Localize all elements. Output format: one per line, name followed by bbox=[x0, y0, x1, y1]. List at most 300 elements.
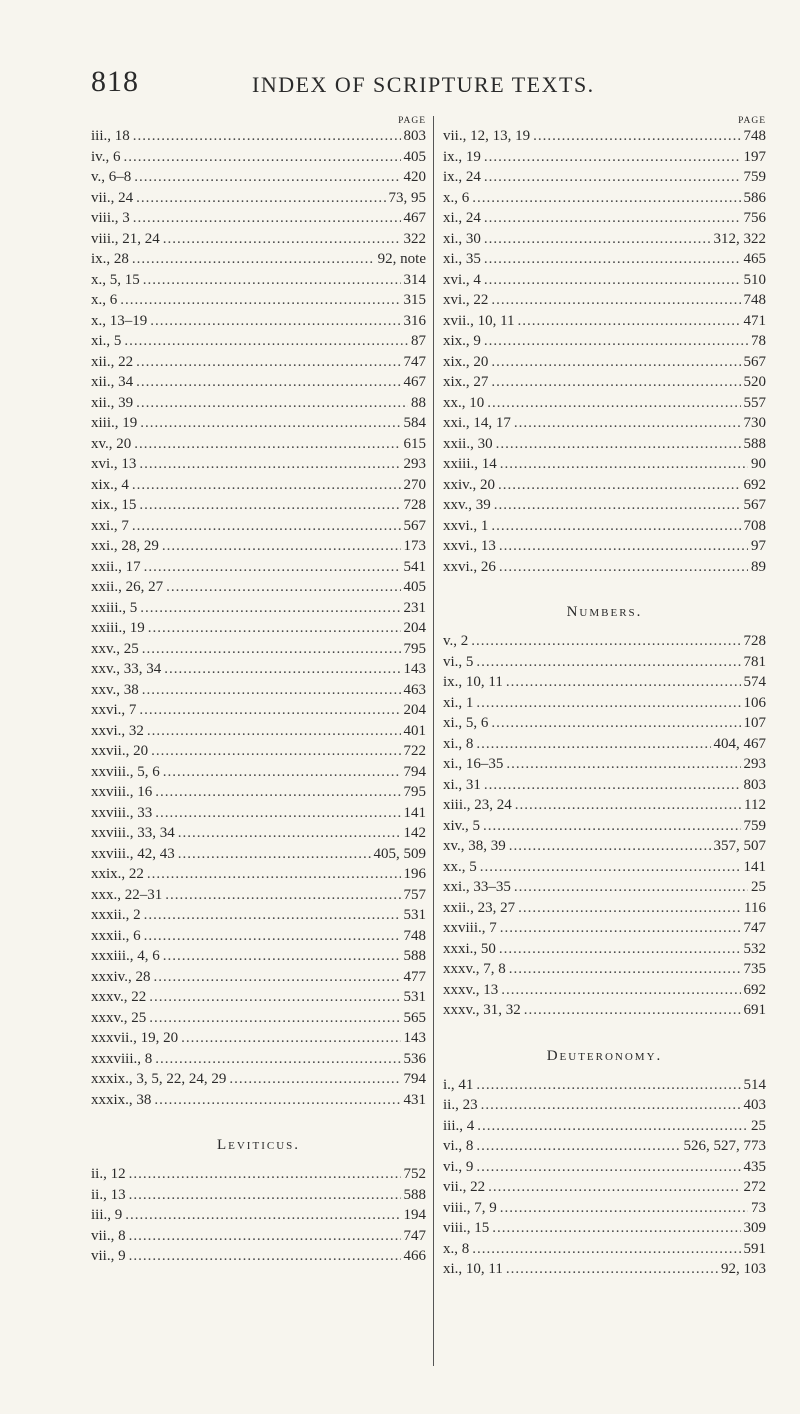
entry-reference: viii., 3 bbox=[91, 210, 130, 226]
index-entry bbox=[91, 454, 426, 475]
dot-leader bbox=[500, 918, 741, 939]
dot-leader bbox=[518, 311, 741, 332]
index-entry bbox=[443, 331, 766, 352]
dot-leader bbox=[509, 959, 741, 980]
entry-page: 526, 527, 773 bbox=[683, 1138, 766, 1154]
dot-leader bbox=[129, 1246, 401, 1267]
entry-reference: xxx., 22–31 bbox=[91, 886, 163, 903]
entry-reference: xi., 24 bbox=[443, 210, 481, 226]
dot-leader bbox=[484, 775, 741, 796]
entry-reference: xxi., 28, 29 bbox=[91, 538, 159, 554]
entry-reference: xxxviii., 8 bbox=[91, 1050, 153, 1067]
entry-page: 536 bbox=[403, 1050, 426, 1067]
dot-leader bbox=[476, 693, 740, 714]
entry-reference: xiii., 23, 24 bbox=[443, 797, 512, 813]
entry-reference: iii., 4 bbox=[443, 1117, 475, 1134]
entry-reference: ix., 24 bbox=[443, 169, 481, 185]
entry-page: 759 bbox=[743, 817, 766, 834]
index-entry bbox=[443, 1177, 766, 1198]
dot-leader bbox=[491, 713, 740, 734]
entry-reference: vii., 12, 13, 19 bbox=[443, 128, 531, 144]
entry-reference: xix., 15 bbox=[91, 497, 137, 513]
index-entry bbox=[91, 167, 426, 188]
dot-leader bbox=[178, 844, 371, 865]
index-entry bbox=[91, 864, 426, 885]
entry-page: 405 bbox=[403, 579, 426, 595]
entry-page: 588 bbox=[403, 948, 426, 964]
entry-reference: vii., 22 bbox=[443, 1179, 486, 1195]
entry-page: 142 bbox=[403, 825, 426, 841]
index-entry bbox=[443, 857, 766, 878]
entry-page: 691 bbox=[743, 1002, 766, 1018]
entry-page: 97 bbox=[751, 538, 766, 554]
entry-reference: xxviii., 16 bbox=[91, 784, 153, 800]
index-entry bbox=[91, 905, 426, 926]
entry-page: 357, 507 bbox=[713, 838, 766, 854]
entry-page: 728 bbox=[403, 497, 426, 513]
entry-page: 692 bbox=[743, 476, 766, 493]
entry-reference: xxi., 7 bbox=[91, 517, 129, 534]
index-entry bbox=[443, 413, 766, 434]
entry-page: 728 bbox=[743, 633, 766, 649]
index-entry bbox=[91, 885, 426, 906]
entry-page: 272 bbox=[743, 1179, 766, 1195]
dot-leader bbox=[129, 1226, 401, 1247]
dot-leader bbox=[506, 1259, 718, 1280]
entry-page: 73 bbox=[751, 1199, 766, 1216]
index-entry bbox=[443, 713, 766, 734]
dot-leader bbox=[147, 864, 401, 885]
entry-reference: xxvi., 1 bbox=[443, 517, 489, 534]
index-entry bbox=[91, 1246, 426, 1267]
entry-page: 567 bbox=[743, 353, 766, 370]
index-entry bbox=[443, 311, 766, 332]
entry-reference: xi., 8 bbox=[443, 735, 474, 752]
entry-page: 514 bbox=[743, 1076, 766, 1093]
dot-leader bbox=[125, 1205, 400, 1226]
entry-page: 73, 95 bbox=[388, 189, 426, 206]
entry-page: 747 bbox=[743, 920, 766, 936]
entry-page: 567 bbox=[743, 497, 766, 513]
entry-reference: xxv., 39 bbox=[443, 497, 491, 513]
index-entry bbox=[91, 598, 426, 619]
dot-leader bbox=[139, 700, 400, 721]
entry-reference: xxii., 26, 27 bbox=[91, 579, 164, 595]
dot-leader bbox=[491, 372, 740, 393]
entry-reference: xxxv., 13 bbox=[443, 981, 499, 998]
index-entry bbox=[443, 631, 766, 652]
dot-leader bbox=[139, 495, 400, 516]
entry-reference: x., 13–19 bbox=[91, 312, 148, 329]
entry-page: 309 bbox=[743, 1220, 766, 1236]
dot-leader bbox=[155, 803, 400, 824]
dot-leader bbox=[481, 1095, 741, 1116]
dot-leader bbox=[518, 898, 741, 919]
entry-page: 708 bbox=[743, 517, 766, 534]
dot-leader bbox=[476, 734, 710, 755]
dot-leader bbox=[153, 967, 400, 988]
dot-leader bbox=[514, 413, 741, 434]
entry-page: 781 bbox=[743, 653, 766, 670]
entry-page: 574 bbox=[743, 674, 766, 690]
entry-page: 89 bbox=[751, 558, 766, 575]
index-entry bbox=[91, 700, 426, 721]
index-entry bbox=[91, 372, 426, 393]
entry-page: 584 bbox=[403, 415, 426, 431]
dot-leader bbox=[488, 1177, 740, 1198]
entry-reference: xxii., 23, 27 bbox=[443, 899, 516, 916]
entry-reference: xxvi., 26 bbox=[443, 558, 496, 575]
dot-leader bbox=[483, 816, 741, 837]
entry-reference: xxxiv., 28 bbox=[91, 968, 151, 985]
index-entry bbox=[443, 795, 766, 816]
index-entry bbox=[443, 270, 766, 291]
index-entry bbox=[91, 495, 426, 516]
entry-reference: vi., 9 bbox=[443, 1158, 474, 1175]
dot-leader bbox=[129, 1185, 401, 1206]
entry-reference: xii., 39 bbox=[91, 394, 134, 411]
dot-leader bbox=[533, 126, 740, 147]
dot-leader bbox=[499, 536, 748, 557]
index-entry bbox=[443, 1239, 766, 1260]
index-entry bbox=[91, 659, 426, 680]
index-entry bbox=[91, 987, 426, 1008]
entry-page: 586 bbox=[743, 189, 766, 206]
index-entry bbox=[91, 249, 426, 270]
entry-reference: viii., 7, 9 bbox=[443, 1199, 497, 1216]
entry-reference: xxxv., 22 bbox=[91, 989, 147, 1005]
index-entry bbox=[91, 1090, 426, 1111]
entry-reference: xvi., 4 bbox=[443, 271, 481, 288]
dot-leader bbox=[151, 741, 400, 762]
dot-leader bbox=[154, 1090, 400, 1111]
entry-page: 107 bbox=[743, 715, 766, 731]
dot-leader bbox=[484, 147, 741, 168]
dot-leader bbox=[484, 229, 711, 250]
entry-page: 87 bbox=[411, 333, 426, 349]
page-column-label: PAGE bbox=[738, 116, 766, 126]
dot-leader bbox=[492, 1218, 740, 1239]
dot-leader bbox=[136, 188, 385, 209]
entry-reference: xiii., 19 bbox=[91, 415, 138, 431]
entry-page: 467 bbox=[403, 210, 426, 226]
entry-page: 615 bbox=[403, 435, 426, 452]
index-entry bbox=[443, 672, 766, 693]
entry-page: 748 bbox=[743, 292, 766, 308]
index-entry bbox=[443, 393, 766, 414]
entry-reference: iv., 6 bbox=[91, 148, 121, 165]
entry-reference: iii., 9 bbox=[91, 1207, 123, 1223]
dot-leader bbox=[491, 290, 740, 311]
entry-page: 90 bbox=[751, 456, 766, 472]
entry-reference: xxviii., 33, 34 bbox=[91, 825, 175, 841]
entry-page: 748 bbox=[403, 927, 426, 944]
dot-leader bbox=[140, 413, 400, 434]
index-entry bbox=[443, 754, 766, 775]
dot-leader bbox=[155, 1049, 400, 1070]
dot-leader bbox=[155, 782, 400, 803]
index-entry bbox=[91, 1049, 426, 1070]
index-entry bbox=[91, 208, 426, 229]
entry-page: 312, 322 bbox=[713, 230, 766, 247]
index-entry bbox=[91, 434, 426, 455]
entry-reference: ix., 19 bbox=[443, 148, 481, 165]
entry-page: 735 bbox=[743, 961, 766, 977]
entry-reference: v., 2 bbox=[443, 633, 469, 649]
index-entry bbox=[91, 639, 426, 660]
index-entry bbox=[91, 762, 426, 783]
index-entry bbox=[443, 536, 766, 557]
index-entry bbox=[91, 926, 426, 947]
dot-leader bbox=[149, 987, 400, 1008]
dot-leader bbox=[120, 290, 400, 311]
entry-reference: i., 41 bbox=[443, 1076, 474, 1093]
index-entry bbox=[443, 454, 766, 475]
entry-page: 435 bbox=[743, 1158, 766, 1175]
index-entry bbox=[91, 577, 426, 598]
index-entry bbox=[443, 836, 766, 857]
index-entry bbox=[91, 270, 426, 291]
dot-leader bbox=[136, 372, 400, 393]
entry-reference: xix., 20 bbox=[443, 353, 489, 370]
index-entry bbox=[91, 536, 426, 557]
dot-leader bbox=[480, 857, 741, 878]
index-entry bbox=[443, 734, 766, 755]
index-entry bbox=[443, 434, 766, 455]
entry-reference: xx., 10 bbox=[443, 394, 485, 411]
dot-leader bbox=[501, 980, 740, 1001]
index-entry bbox=[91, 680, 426, 701]
entry-page: 467 bbox=[403, 374, 426, 390]
entry-reference: iii., 18 bbox=[91, 128, 130, 144]
entry-page: 756 bbox=[743, 210, 766, 226]
entry-reference: xii., 22 bbox=[91, 353, 134, 370]
entry-reference: xi., 30 bbox=[443, 230, 481, 247]
index-entry bbox=[91, 1028, 426, 1049]
dot-leader bbox=[133, 126, 401, 147]
entry-reference: xvi., 22 bbox=[443, 292, 489, 308]
entry-reference: ix., 28 bbox=[91, 251, 129, 267]
dot-leader bbox=[181, 1028, 400, 1049]
entry-reference: xi., 31 bbox=[443, 776, 481, 793]
entry-page: 88 bbox=[411, 394, 426, 411]
section-heading-numbers: Numbers. bbox=[566, 604, 643, 620]
index-entry bbox=[443, 1095, 766, 1116]
index-entry bbox=[91, 782, 426, 803]
entry-page: 106 bbox=[743, 694, 766, 711]
entry-page: 420 bbox=[403, 169, 426, 185]
index-list bbox=[91, 1164, 426, 1267]
dot-leader bbox=[124, 331, 408, 352]
index-entry bbox=[91, 1008, 426, 1029]
entry-reference: xxv., 33, 34 bbox=[91, 661, 162, 677]
entry-page: 794 bbox=[403, 763, 426, 780]
entry-page: 270 bbox=[403, 476, 426, 493]
entry-reference: xix., 9 bbox=[443, 333, 481, 349]
entry-page: 557 bbox=[743, 394, 766, 411]
dot-leader bbox=[162, 536, 401, 557]
dot-leader bbox=[139, 454, 400, 475]
entry-page: 197 bbox=[743, 148, 766, 165]
entry-page: 293 bbox=[403, 456, 426, 472]
entry-reference: xxvi., 7 bbox=[91, 702, 137, 718]
entry-reference: xxii., 30 bbox=[443, 435, 493, 452]
entry-page: 141 bbox=[403, 804, 426, 821]
entry-reference: xxxix., 38 bbox=[91, 1091, 152, 1108]
dot-leader bbox=[500, 454, 748, 475]
entry-page: 173 bbox=[403, 538, 426, 554]
index-entry bbox=[443, 290, 766, 311]
index-list bbox=[91, 126, 426, 1110]
index-entry bbox=[443, 918, 766, 939]
dot-leader bbox=[140, 598, 400, 619]
page-number: 818 bbox=[91, 65, 139, 98]
entry-reference: xxix., 22 bbox=[91, 866, 144, 882]
entry-reference: xxviii., 42, 43 bbox=[91, 845, 175, 862]
page-column-label: PAGE bbox=[398, 116, 426, 126]
entry-reference: xxiii., 14 bbox=[443, 456, 497, 472]
entry-page: 316 bbox=[403, 312, 426, 329]
dot-leader bbox=[133, 208, 401, 229]
entry-page: 532 bbox=[743, 940, 766, 957]
entry-page: 752 bbox=[403, 1166, 426, 1182]
index-entry bbox=[91, 413, 426, 434]
entry-page: 531 bbox=[403, 989, 426, 1005]
entry-page: 591 bbox=[743, 1240, 766, 1257]
dot-leader bbox=[142, 639, 401, 660]
entry-reference: vii., 9 bbox=[91, 1248, 126, 1264]
index-list bbox=[443, 631, 766, 1021]
entry-page: 477 bbox=[403, 968, 426, 985]
left-column bbox=[91, 116, 426, 1267]
index-entry bbox=[91, 721, 426, 742]
entry-page: 565 bbox=[403, 1009, 426, 1026]
dot-leader bbox=[163, 946, 401, 967]
entry-reference: xix., 4 bbox=[91, 476, 129, 493]
entry-reference: x., 6 bbox=[443, 189, 470, 206]
index-entry bbox=[443, 249, 766, 270]
entry-page: 405, 509 bbox=[373, 845, 426, 862]
index-entry bbox=[443, 1075, 766, 1096]
entry-page: 141 bbox=[743, 858, 766, 875]
entry-page: 194 bbox=[403, 1207, 426, 1223]
index-list bbox=[443, 126, 766, 577]
entry-reference: xxxv., 25 bbox=[91, 1009, 147, 1026]
dot-leader bbox=[143, 270, 401, 291]
dot-leader bbox=[132, 249, 375, 270]
entry-page: 92, note bbox=[377, 251, 426, 267]
index-entry bbox=[91, 1226, 426, 1247]
entry-reference: x., 5, 15 bbox=[91, 271, 140, 288]
dot-leader bbox=[491, 352, 740, 373]
index-entry bbox=[443, 1000, 766, 1021]
dot-leader bbox=[484, 167, 741, 188]
index-entry bbox=[91, 331, 426, 352]
dot-leader bbox=[166, 577, 400, 598]
entry-page: 722 bbox=[403, 743, 426, 759]
index-entry bbox=[91, 229, 426, 250]
entry-page: 231 bbox=[403, 599, 426, 616]
entry-reference: xxvii., 20 bbox=[91, 743, 149, 759]
dot-leader bbox=[149, 1008, 400, 1029]
dot-leader bbox=[499, 939, 741, 960]
entry-page: 463 bbox=[403, 681, 426, 698]
entry-reference: xi., 1 bbox=[443, 694, 474, 711]
dot-leader bbox=[163, 762, 401, 783]
entry-reference: xxxi., 50 bbox=[443, 940, 496, 957]
entry-page: 520 bbox=[743, 374, 766, 390]
index-entry bbox=[91, 516, 426, 537]
dot-leader bbox=[476, 1075, 740, 1096]
dot-leader bbox=[496, 434, 741, 455]
entry-reference: xxi., 14, 17 bbox=[443, 415, 511, 431]
index-entry bbox=[443, 959, 766, 980]
entry-reference: xxv., 38 bbox=[91, 681, 139, 698]
index-entry bbox=[443, 980, 766, 1001]
entry-reference: vi., 5 bbox=[443, 653, 474, 670]
entry-reference: xxii., 17 bbox=[91, 558, 141, 575]
entry-reference: xv., 20 bbox=[91, 435, 132, 452]
entry-page: 588 bbox=[743, 435, 766, 452]
dot-leader bbox=[524, 1000, 741, 1021]
index-entry bbox=[443, 1116, 766, 1137]
dot-leader bbox=[484, 270, 741, 291]
dot-leader bbox=[150, 311, 400, 332]
entry-reference: xxviii., 33 bbox=[91, 804, 153, 821]
entry-reference: xxvi., 13 bbox=[443, 538, 496, 554]
entry-page: 748 bbox=[743, 128, 766, 144]
dot-leader bbox=[472, 1239, 740, 1260]
entry-page: 541 bbox=[403, 558, 426, 575]
entry-page: 795 bbox=[403, 640, 426, 657]
dot-leader bbox=[472, 188, 740, 209]
index-entry bbox=[443, 208, 766, 229]
index-entry bbox=[91, 803, 426, 824]
entry-reference: x., 8 bbox=[443, 1240, 470, 1257]
index-entry bbox=[443, 495, 766, 516]
entry-reference: xv., 38, 39 bbox=[443, 838, 506, 854]
dot-leader bbox=[506, 754, 740, 775]
dot-leader bbox=[494, 495, 741, 516]
entry-reference: xii., 34 bbox=[91, 374, 134, 390]
entry-reference: ii., 23 bbox=[443, 1097, 478, 1113]
entry-reference: xxxv., 7, 8 bbox=[443, 961, 506, 977]
dot-leader bbox=[123, 147, 400, 168]
entry-page: 116 bbox=[744, 899, 766, 916]
entry-page: 143 bbox=[403, 661, 426, 677]
dot-leader bbox=[500, 1198, 748, 1219]
index-entry bbox=[443, 939, 766, 960]
index-entry bbox=[91, 352, 426, 373]
dot-leader bbox=[509, 836, 711, 857]
entry-reference: ix., 10, 11 bbox=[443, 674, 503, 690]
dot-leader bbox=[134, 167, 400, 188]
entry-page: 794 bbox=[403, 1071, 426, 1087]
index-entry bbox=[91, 741, 426, 762]
index-entry bbox=[91, 475, 426, 496]
dot-leader bbox=[514, 877, 748, 898]
entry-page: 404, 467 bbox=[713, 735, 766, 752]
entry-page: 692 bbox=[743, 981, 766, 998]
dot-leader bbox=[476, 1136, 680, 1157]
entry-page: 803 bbox=[403, 128, 426, 144]
index-entry bbox=[91, 290, 426, 311]
dot-leader bbox=[178, 823, 401, 844]
entry-page: 401 bbox=[403, 722, 426, 739]
entry-page: 78 bbox=[751, 333, 766, 349]
index-entry bbox=[91, 188, 426, 209]
entry-page: 747 bbox=[403, 1227, 426, 1244]
